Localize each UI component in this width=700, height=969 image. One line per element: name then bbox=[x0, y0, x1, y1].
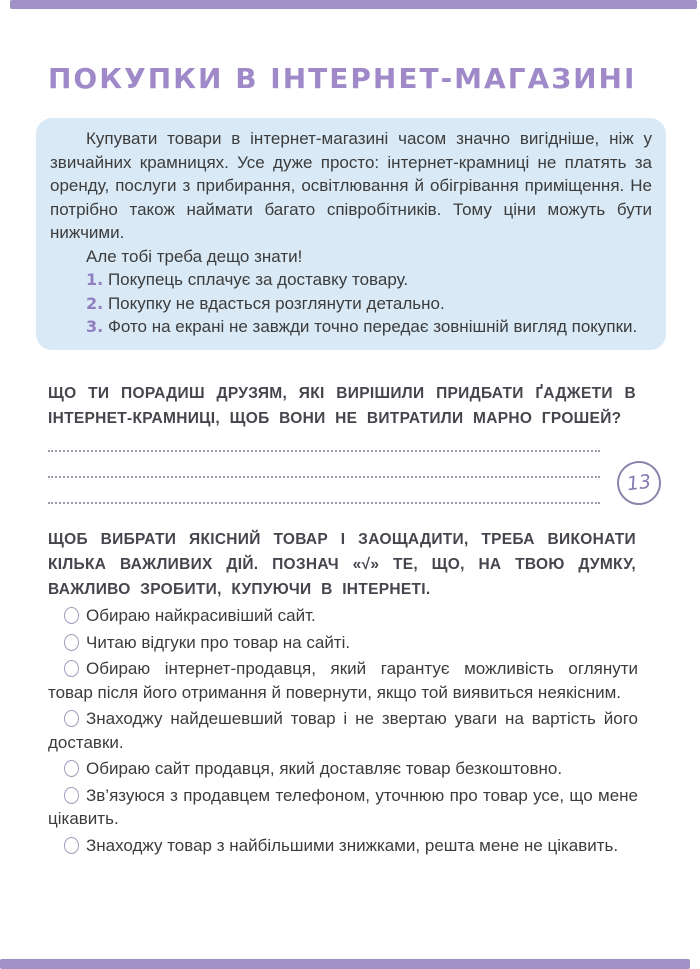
page-number-badge bbox=[614, 458, 663, 507]
checkbox-circle[interactable] bbox=[64, 787, 79, 804]
list-number: 3. bbox=[86, 317, 104, 336]
checkbox-circle[interactable] bbox=[64, 837, 79, 854]
list-number: 2. bbox=[86, 293, 104, 313]
option-label: Читаю відгуки про товар на сайті. bbox=[86, 632, 351, 652]
answer-line[interactable] bbox=[48, 478, 600, 504]
option-label: Знаходжу товар з найбільшими знижками, решта мене не цікавить. bbox=[86, 835, 619, 855]
checklist-option bbox=[48, 631, 638, 655]
numbered-item bbox=[50, 268, 652, 292]
info-box bbox=[36, 118, 666, 350]
top-border-strip bbox=[10, 0, 697, 9]
numbered-item bbox=[50, 292, 652, 316]
page-number: 13 bbox=[625, 470, 653, 496]
task1-question: ЩО ТИ ПОРАДИШ ДРУЗЯМ, ЯКІ ВИРІШИЛИ ПРИДБАТИ ҐАДЖЕТИ В ІНТЕРНЕТ-КРАМНИЦІ, ЩОБ ВОНИ НЕ ВИТРАТИЛИ МАРНО ГРОШЕЙ? bbox=[48, 385, 636, 427]
answer-line[interactable] bbox=[48, 452, 600, 478]
checklist-option bbox=[48, 707, 638, 754]
page-title: ПОКУПКИ В ІНТЕРНЕТ-МАГАЗИНІ bbox=[48, 62, 637, 95]
checkbox-circle[interactable] bbox=[64, 760, 79, 777]
checkbox-circle[interactable] bbox=[64, 710, 79, 727]
checklist-option bbox=[48, 604, 638, 628]
numbered-item bbox=[50, 315, 652, 339]
numbered-item-text: Фото на екрані не завжди точно передає зовнішній вигляд покупки. bbox=[107, 317, 638, 336]
checklist bbox=[48, 604, 638, 860]
checkbox-circle[interactable] bbox=[64, 634, 79, 651]
option-label: Обираю інтернет-продавця, який гарантує можливість оглянути товар після його отримання й повернути, якщо той виявиться неякісним. bbox=[48, 659, 638, 702]
numbered-item-text: Покупець сплачує за доставку товару. bbox=[107, 270, 409, 289]
option-label: Обираю сайт продавця, який доставляє товар безкоштовно. bbox=[86, 759, 563, 778]
option-label: Зв’язуюся з продавцем телефоном, уточнюю про товар усе, що мене цікавить. bbox=[48, 785, 638, 828]
option-label: Знаходжу найдешевший товар і не звертаю уваги на вартість його доставки. bbox=[48, 709, 638, 752]
checklist-option bbox=[48, 657, 638, 704]
numbered-item-text: Покупку не вдасться розглянути детально. bbox=[107, 293, 445, 313]
checklist-option bbox=[48, 834, 638, 858]
bottom-border-strip bbox=[0, 959, 690, 969]
task2-instruction: ЩОБ ВИБРАТИ ЯКІСНИЙ ТОВАР І ЗАОЩАДИТИ, ТРЕБА ВИКОНАТИ КІЛЬКА ВАЖЛИВИХ ДІЙ. ПОЗНАЧ «√» ТЕ, ЩО, НА ТВОЮ ДУМКУ, ВАЖЛИВО ЗРОБИТИ, КУПУЮЧИ В ІНТЕРНЕТІ. bbox=[48, 531, 636, 598]
answer-line[interactable] bbox=[48, 426, 600, 452]
answer-lines bbox=[48, 426, 600, 504]
checkbox-circle[interactable] bbox=[64, 660, 79, 677]
info-paragraph: Купувати товари в інтернет-магазині часом значно вигідніше, ніж у звичайних крамницях. Усе дуже просто: інтернет-крамниці не платять за оренду, послуги з прибирання, освітлювання й обігрівання приміщення. Не потрібно також наймати багато співробітників. Тому ціни можуть бути нижчими. bbox=[50, 129, 652, 242]
info-note: Але тобі треба дещо знати! bbox=[86, 246, 303, 266]
checklist-option bbox=[48, 757, 638, 781]
option-label: Обираю найкрасивіший сайт. bbox=[86, 606, 316, 625]
checklist-option bbox=[48, 784, 638, 831]
list-number: 1. bbox=[86, 270, 104, 289]
checkbox-circle[interactable] bbox=[64, 607, 79, 624]
